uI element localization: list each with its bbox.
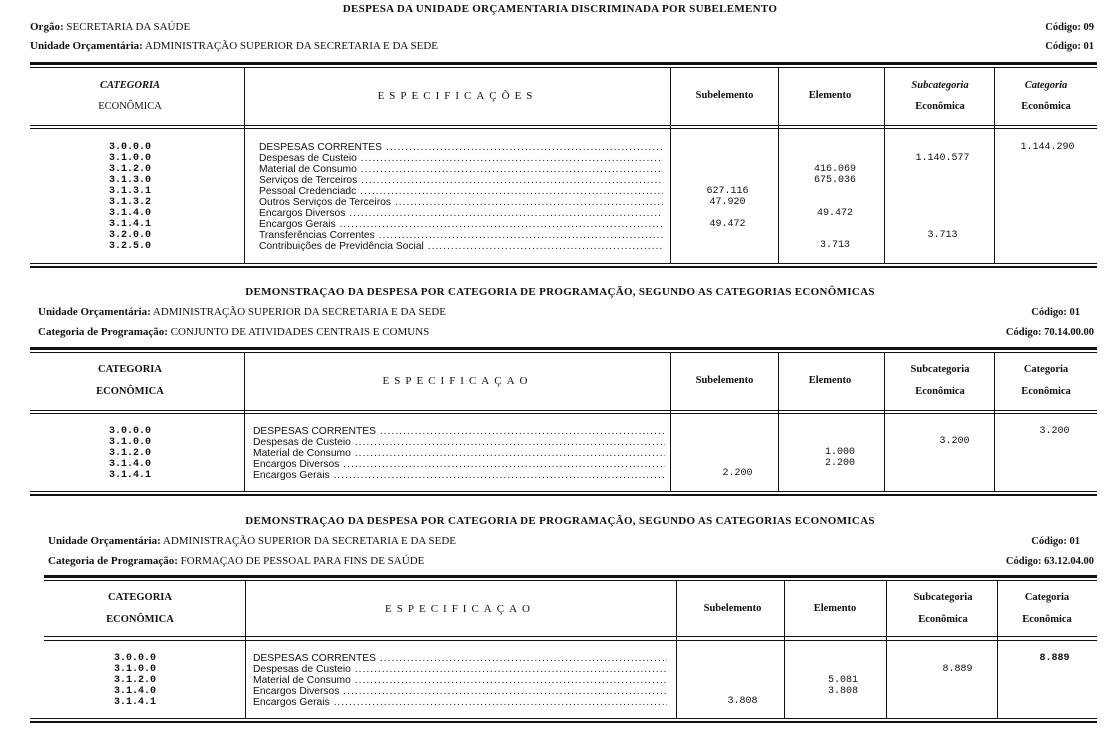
section1-bottom-rule bbox=[30, 263, 1097, 264]
s2-specs: DESPESAS CORRENTES ..... Despesas de Custeio ..... Material de Consumo ..... Encargos Diversos ..... Encargos Gerais ..... bbox=[253, 426, 665, 481]
s2-subcat-custeio: 3.200 bbox=[939, 436, 970, 447]
s1-sub-outros: 47.920 bbox=[709, 197, 746, 208]
s1-col-divider bbox=[884, 68, 885, 263]
section1-top-rule bbox=[30, 62, 1097, 65]
s1-hdr-spec: ESPECIFICAÇÕES bbox=[377, 90, 538, 102]
s3-sub-gerais: 3.808 bbox=[727, 696, 758, 707]
s1-col-divider bbox=[670, 68, 671, 263]
s2-col-divider bbox=[994, 353, 995, 491]
section3-top-rule-thin bbox=[44, 580, 1097, 581]
s1-el-servicos: 675.036 bbox=[813, 175, 856, 186]
s2-sub-gerais: 2.200 bbox=[722, 468, 753, 479]
s3-col-divider bbox=[886, 581, 887, 718]
section3-unidade: Unidade Orçamentária: ADMINISTRAÇÃO SUPERIOR DA SECRETARIA E DA SEDE bbox=[48, 535, 456, 547]
section1-top-rule-thin bbox=[30, 67, 1097, 68]
s2-hdr-subelemento: Subelemento bbox=[695, 375, 754, 386]
s2-col-divider bbox=[778, 353, 779, 491]
section1-title: DESPESA DA UNIDADE ORÇAMENTARIA DISCRIMINADA POR SUBELEMENTO bbox=[342, 3, 778, 15]
s3-el-diversos: 3.808 bbox=[827, 686, 858, 697]
s3-hdr-subcat2: Econômica bbox=[918, 614, 968, 625]
s3-hdr-subcat1: Subcategoria bbox=[913, 592, 973, 603]
section3-header-rule bbox=[44, 636, 1097, 637]
s1-sub-gerais: 49.472 bbox=[709, 219, 746, 230]
s3-col-divider bbox=[676, 581, 677, 718]
s1-hdr-categoria1: Categoria bbox=[1024, 80, 1068, 91]
s2-col-divider bbox=[670, 353, 671, 491]
s1-el-material: 416.069 bbox=[813, 164, 856, 175]
s3-hdr-categoria2: Econômica bbox=[1022, 614, 1072, 625]
s2-col-divider bbox=[244, 353, 245, 491]
s3-hdr-cat2: ECONÔMICA bbox=[106, 614, 174, 625]
s1-hdr-subelemento: Subelemento bbox=[695, 90, 754, 101]
s1-el-diversos: 49.472 bbox=[816, 208, 853, 219]
section3-unidade-code: Código: 01 bbox=[1031, 536, 1080, 547]
section3-top-rule bbox=[44, 575, 1097, 578]
s2-hdr-elemento: Elemento bbox=[808, 375, 852, 386]
section2-unidade: Unidade Orçamentária: ADMINISTRAÇÃO SUPERIOR DA SECRETARIA E DA SEDE bbox=[38, 306, 446, 318]
section3-title: DEMONSTRAÇAO DA DESPESA POR CATEGORIA DE PROGRAMAÇÃO, SEGUNDO AS CATEGORIAS ECONOMICAS bbox=[245, 515, 875, 527]
s2-codes: 3.0.0.0 3.1.0.0 3.1.2.0 3.1.4.0 3.1.4.1 bbox=[108, 426, 151, 481]
section2-unidade-code: Código: 01 bbox=[1031, 307, 1080, 318]
section2-prog: Categoria de Programação: CONJUNTO DE ATIVIDADES CENTRAIS E COMUNS bbox=[38, 326, 430, 338]
section3-prog-code: Código: 63.12.04.00 bbox=[1005, 556, 1094, 567]
s1-sub-pessoal: 627.116 bbox=[706, 186, 749, 197]
s1-col-divider bbox=[778, 68, 779, 263]
s2-hdr-cat2: ECONÔMICA bbox=[96, 386, 164, 397]
section1-unidade-code: Código: 01 bbox=[1045, 41, 1094, 52]
section2-header-rule bbox=[30, 410, 1097, 411]
s1-col-divider bbox=[244, 68, 245, 263]
s3-hdr-categoria1: Categoria bbox=[1024, 592, 1070, 603]
section2-bottom-rule bbox=[30, 491, 1097, 492]
s3-cat-correntes: 8.889 bbox=[1039, 653, 1070, 664]
s2-hdr-cat1: CATEGORIA bbox=[98, 364, 162, 375]
s1-hdr-subcat1: Subcategoria bbox=[911, 80, 969, 91]
s1-hdr-cat1: CATEGORIA bbox=[99, 80, 161, 91]
s2-hdr-categoria1: Categoria bbox=[1023, 364, 1069, 375]
s1-el-contrib: 3.713 bbox=[819, 240, 850, 251]
s1-hdr-subcat2: Econômica bbox=[915, 101, 965, 112]
s2-hdr-subcat1: Subcategoria bbox=[910, 364, 970, 375]
section1-header-rule2 bbox=[30, 128, 1097, 129]
section1-orgao-code: Código: 09 bbox=[1045, 22, 1094, 33]
s1-hdr-cat2: ECONÔMICA bbox=[98, 101, 162, 112]
section1-orgao: Orgão: SECRETARIA DA SAÚDE bbox=[30, 21, 191, 33]
section2-top-rule bbox=[30, 347, 1097, 350]
s1-col-divider bbox=[994, 68, 995, 263]
s1-codes: 3.0.0.0 3.1.0.0 3.1.2.0 3.1.3.0 3.1.3.1 3.1.3.2 3.1.4.0 3.1.4.1 3.2.0.0 3.2.5.0 bbox=[108, 142, 151, 252]
s3-col-divider bbox=[784, 581, 785, 718]
section3-prog: Categoria de Programação: FORMAÇAO DE PESSOAL PARA FINS DE SAÚDE bbox=[48, 555, 425, 567]
section1-header-rule bbox=[30, 125, 1097, 126]
section2-top-rule-thin bbox=[30, 352, 1097, 353]
s2-el-material: 1.000 bbox=[824, 447, 855, 458]
s3-col-divider bbox=[997, 581, 998, 718]
section1-unidade: Unidade Orçamentária: ADMINISTRAÇÃO SUPERIOR DA SECRETARIA E DA SEDE bbox=[30, 40, 438, 52]
s3-codes: 3.0.0.0 3.1.0.0 3.1.2.0 3.1.4.0 3.1.4.1 bbox=[113, 653, 156, 708]
s2-hdr-subcat2: Econômica bbox=[915, 386, 965, 397]
s3-specs: DESPESAS CORRENTES ..... Despesas de Custeio ..... Material de Consumo ..... Encargos Diversos ..... Encargos Gerais ..... bbox=[253, 653, 667, 708]
s1-subcat-custeio: 1.140.577 bbox=[915, 153, 970, 164]
s1-hdr-elemento: Elemento bbox=[808, 90, 852, 101]
s3-hdr-spec: ESPECIFICAÇAO bbox=[385, 603, 535, 615]
section1-bottom-rule2 bbox=[30, 266, 1097, 268]
s1-specs: DESPESAS CORRENTES ..... Despesas de Custeio ..... Material de Consumo ..... Serviços de Terceiros ..... Pessoal Credenciadc ..... Outros Serviços de Terceiros ..... Encargos Diversos ..... Encargos Gerais ..... Transferências Correntes ..... Contribuições de Previdência Social ..... bbox=[259, 142, 663, 252]
section2-title: DEMONSTRAÇAO DA DESPESA POR CATEGORIA DE PROGRAMAÇÃO, SEGUNDO AS CATEGORIAS ECONÔMICAS bbox=[245, 286, 875, 298]
s2-cat-correntes: 3.200 bbox=[1039, 426, 1070, 437]
section2-prog-code: Código: 70.14.00.00 bbox=[1005, 327, 1094, 338]
s2-hdr-categoria2: Econômica bbox=[1021, 386, 1071, 397]
s1-cat-correntes: 1.144.290 bbox=[1020, 142, 1075, 153]
s2-hdr-spec: ESPECIFICAÇAO bbox=[382, 375, 533, 387]
s1-subcat-transf: 3.713 bbox=[927, 230, 958, 241]
section3-bottom-rule bbox=[30, 718, 1097, 719]
s3-col-divider bbox=[245, 581, 246, 718]
s1-hdr-categoria2: Econômica bbox=[1021, 101, 1071, 112]
s3-hdr-subelemento: Subelemento bbox=[703, 603, 762, 614]
s3-subcat-custeio: 8.889 bbox=[942, 664, 973, 675]
s3-hdr-elemento: Elemento bbox=[813, 603, 857, 614]
s2-col-divider bbox=[884, 353, 885, 491]
s3-el-material: 5.081 bbox=[827, 675, 858, 686]
section3-bottom-rule2 bbox=[30, 721, 1097, 723]
s3-hdr-cat1: CATEGORIA bbox=[108, 592, 172, 603]
section2-bottom-rule2 bbox=[30, 494, 1097, 496]
s2-el-diversos: 2.200 bbox=[824, 458, 855, 469]
section2-header-rule2 bbox=[30, 413, 1097, 414]
section3-header-rule2 bbox=[44, 640, 1097, 641]
